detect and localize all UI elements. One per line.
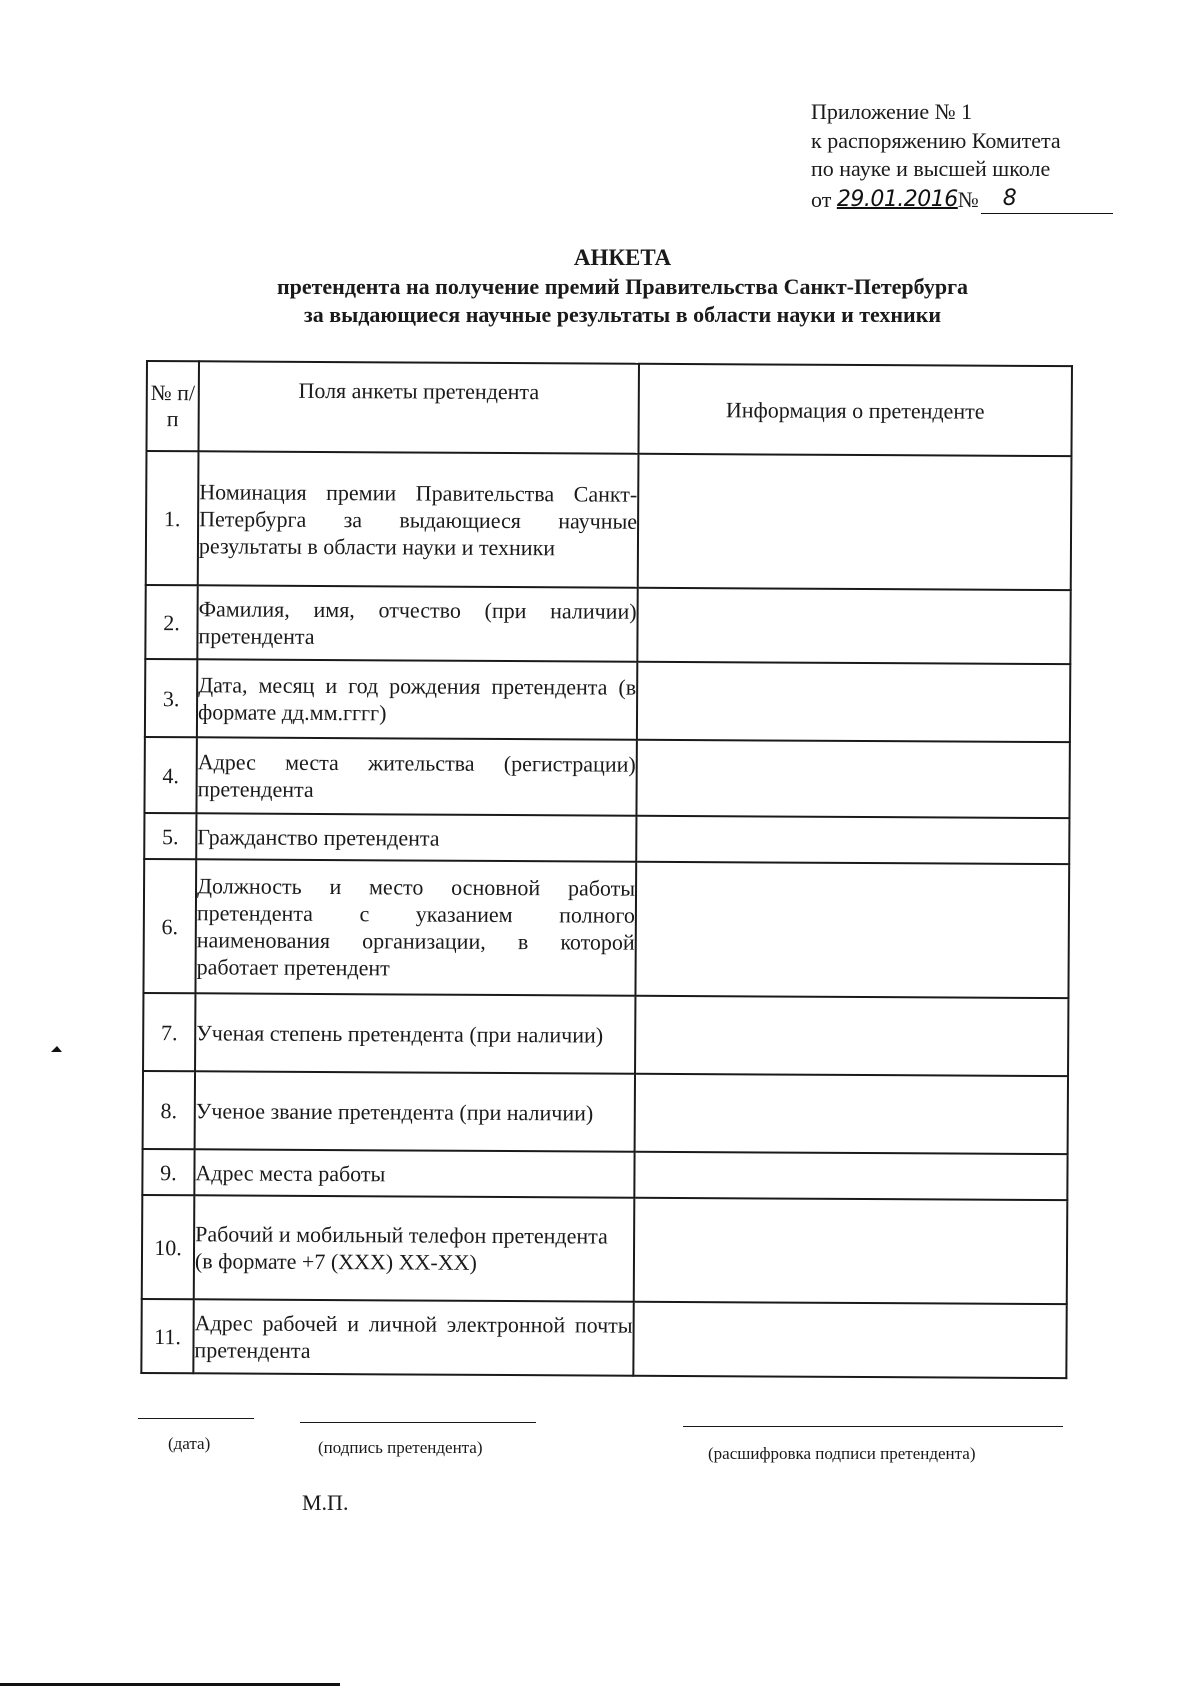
row-info-cell[interactable] (635, 1074, 1068, 1154)
row-info-cell[interactable] (634, 1198, 1068, 1304)
date-signature-line[interactable] (138, 1418, 254, 1419)
table-row (142, 1149, 1067, 1200)
row-field-multi (194, 1195, 635, 1301)
row-info-cell[interactable] (634, 1152, 1067, 1200)
appendix-block (811, 98, 1113, 214)
row-info-cell[interactable] (637, 662, 1070, 742)
row-info-cell[interactable] (637, 588, 1070, 664)
row-info-cell[interactable] (638, 454, 1072, 590)
row-field: Адрес рабочей и личной электронной почты претендента (193, 1299, 633, 1375)
date-prefix: от (811, 186, 832, 212)
table-row (143, 1071, 1068, 1154)
row-field: Гражданство претендента (196, 813, 636, 861)
row-field: Дата, месяц и год рождения претендента (в формате дд.мм.гггг) (197, 659, 637, 739)
row-number: 10. (142, 1195, 195, 1299)
table-row (146, 451, 1072, 590)
appendix-line-1: Приложение № 1 (811, 99, 973, 124)
scan-edge-line (0, 1683, 340, 1686)
row-number: 11. (141, 1299, 193, 1373)
table-row (144, 737, 1069, 818)
table-header-row (146, 361, 1071, 456)
table-row (143, 859, 1069, 998)
row-number: 8. (143, 1071, 195, 1149)
row-field: Номинация премии Правительства Санкт-Петербурга за выдающиеся научные результаты в области науки и техники (198, 451, 639, 587)
row-number: 7. (143, 993, 195, 1071)
applicant-signature-line[interactable] (300, 1422, 536, 1423)
table-row (145, 659, 1070, 742)
number-blank (981, 184, 1113, 215)
header-number: № п/п (146, 361, 199, 451)
row-field: Фамилия, имя, отчество (при наличии) претендента (197, 585, 637, 661)
table-row (145, 585, 1070, 664)
row-field-format-hint: (в формате +7 (XXX) XX-XX) (194, 1248, 477, 1275)
row-number: 2. (145, 585, 197, 659)
row-field: Должность и место основной работы претендента с указанием полного наименования организации, в которой работает претендент (195, 859, 636, 995)
row-number: 1. (146, 451, 199, 585)
row-info-cell[interactable] (636, 740, 1069, 818)
row-number: 3. (145, 659, 197, 737)
handwritten-number: 8 (1002, 185, 1017, 211)
seal-label: М.П. (302, 1490, 349, 1515)
row-info-cell[interactable] (633, 1302, 1066, 1378)
form-subtitle-line-2: за выдающиеся научные результаты в области науки и техники (303, 302, 942, 327)
signature-label: (подпись претендента) (318, 1438, 483, 1457)
form-heading: АНКЕТА (573, 245, 672, 270)
questionnaire-table-wrap (140, 360, 1071, 1379)
row-number: 6. (143, 859, 196, 993)
questionnaire-table (140, 360, 1073, 1379)
table-row (141, 1299, 1066, 1378)
table-row (144, 813, 1069, 864)
row-field: Адрес места работы (194, 1149, 634, 1197)
appendix-line-3: по науке и высшей школе (811, 156, 1051, 181)
header-info: Информация о претенденте (638, 364, 1071, 456)
scan-speck-mark (50, 1044, 64, 1054)
signature-decryption-line[interactable] (683, 1426, 1063, 1427)
handwritten-date: 29.01.2016 (836, 186, 958, 212)
appendix-line-2: к распоряжению Комитета (811, 127, 1061, 153)
decryption-label: (расшифровка подписи претендента) (708, 1444, 976, 1463)
header-field: Поля анкеты претендента (198, 361, 638, 453)
row-info-cell[interactable] (635, 996, 1068, 1076)
table-row (142, 1195, 1068, 1304)
row-field: Адрес места жительства (регистрации) претендента (196, 737, 636, 815)
row-field: Рабочий и мобильный телефон претендента (195, 1221, 608, 1249)
table-row (143, 993, 1068, 1076)
row-info-cell[interactable] (635, 862, 1069, 998)
form-subtitle-line-1: претендента на получение премий Правительства Санкт-Петербурга (276, 274, 969, 299)
form-title (0, 243, 1200, 329)
number-sign: № (957, 186, 979, 212)
date-label: (дата) (168, 1434, 211, 1453)
row-number: 4. (144, 737, 196, 813)
row-field: Ученая степень претендента (при наличии) (195, 993, 635, 1073)
row-number: 9. (142, 1149, 194, 1195)
appendix-date-line (811, 184, 1113, 215)
row-field: Ученое звание претендента (при наличии) (195, 1071, 635, 1151)
row-info-cell[interactable] (636, 816, 1069, 864)
row-number: 5. (144, 813, 196, 859)
